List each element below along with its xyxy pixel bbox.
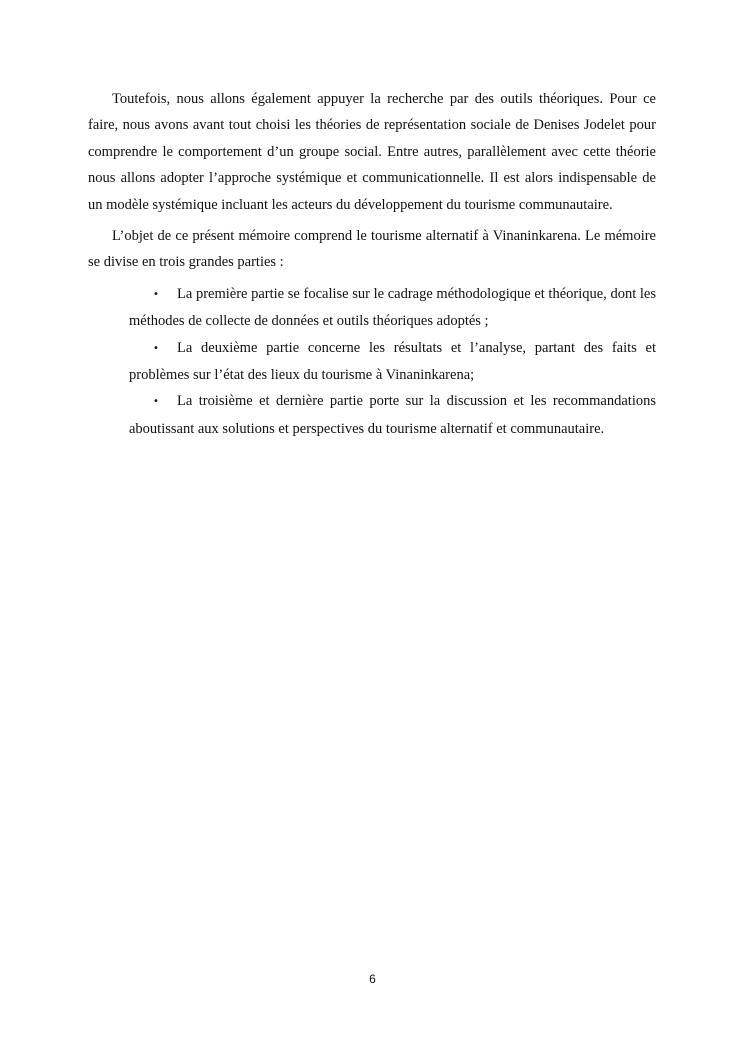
- bullet-text: La deuxième partie concerne les résultats et l’analyse, partant des faits et problèmes sur l’état des lieux du tourisme à Vinaninkarena;: [129, 339, 656, 384]
- body-paragraph-2: L’objet de ce présent mémoire comprend le tourisme alternatif à Vinaninkarena. Le mémoire se divise en trois grandes parties :: [88, 228, 656, 271]
- parts-bullet-list: [88, 281, 656, 442]
- page-number: 6: [369, 972, 376, 986]
- page-body: [88, 86, 656, 442]
- bullet-icon: •: [153, 396, 159, 408]
- bullet-item-part-1: [129, 281, 656, 335]
- bullet-item-part-2: [129, 335, 656, 389]
- bullet-icon: •: [153, 342, 159, 354]
- bullet-text: La troisième et dernière partie porte sur la discussion et les recommandations aboutissant aux solutions et perspectives du tourisme alternatif et communautaire.: [129, 393, 656, 437]
- bullet-item-part-3: [129, 388, 656, 442]
- body-paragraph-1: Toutefois, nous allons également appuyer la recherche par des outils théoriques. Pour ce faire, nous avons avant tout choisi les théories de représentation sociale de Denises Jodelet pour comprendre le comportement d’un groupe social. Entre autres, parallèlement avec cette théorie nous allons adopter l’approche systémique et communicationnelle. Il est alors indispensable de un modèle systémique incluant les acteurs du développement du tourisme communautaire.: [88, 91, 656, 213]
- bullet-icon: •: [153, 288, 159, 300]
- bullet-text: La première partie se focalise sur le cadrage méthodologique et théorique, dont les méthodes de collecte de données et outils théoriques adoptés ;: [129, 285, 656, 330]
